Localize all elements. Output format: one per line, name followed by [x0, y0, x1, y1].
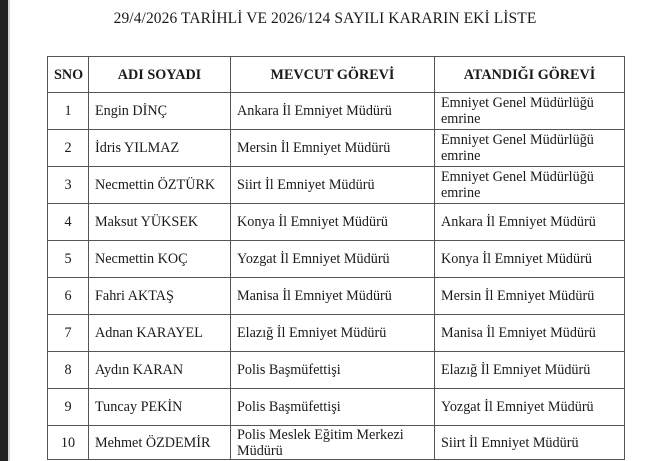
cell-sno: 7 — [48, 315, 89, 352]
appointments-table — [47, 56, 625, 460]
cell-name: Aydın KARAN — [89, 352, 231, 389]
table-row — [48, 315, 625, 352]
table-row — [48, 278, 625, 315]
viewer-side-strip — [0, 0, 8, 461]
cell-assigned-position: Mersin İl Emniyet Müdürü — [435, 278, 625, 315]
cell-name: Necmettin ÖZTÜRK — [89, 167, 231, 204]
cell-assigned-position: Emniyet Genel Müdürlüğü emrine — [435, 167, 625, 204]
cell-current-position: Yozgat İl Emniyet Müdürü — [231, 241, 435, 278]
table-row — [48, 167, 625, 204]
cell-name: Fahri AKTAŞ — [89, 278, 231, 315]
table-row — [48, 204, 625, 241]
cell-sno: 3 — [48, 167, 89, 204]
header-assigned-position: ATANDIĞI GÖREVİ — [435, 57, 625, 93]
cell-sno: 6 — [48, 278, 89, 315]
cell-sno: 5 — [48, 241, 89, 278]
table-header-row — [48, 57, 625, 93]
cell-name: Engin DİNÇ — [89, 93, 231, 130]
cell-current-position: Polis Başmüfettişi — [231, 352, 435, 389]
cell-current-position: Konya İl Emniyet Müdürü — [231, 204, 435, 241]
cell-assigned-position: Elazığ İl Emniyet Müdürü — [435, 352, 625, 389]
cell-current-position: Siirt İl Emniyet Müdürü — [231, 167, 435, 204]
table-row — [48, 389, 625, 426]
cell-sno: 1 — [48, 93, 89, 130]
cell-current-position: Polis Meslek Eğitim Merkezi Müdürü — [231, 426, 435, 460]
cell-name: Maksut YÜKSEK — [89, 204, 231, 241]
cell-assigned-position: Emniyet Genel Müdürlüğü emrine — [435, 93, 625, 130]
table-row — [48, 426, 625, 460]
header-name: ADI SOYADI — [89, 57, 231, 93]
cell-name: Tuncay PEKİN — [89, 389, 231, 426]
cell-assigned-position: Emniyet Genel Müdürlüğü emrine — [435, 130, 625, 167]
cell-sno: 9 — [48, 389, 89, 426]
document-title: 29/4/2026 TARİHLİ VE 2026/124 SAYILI KARARIN EKİ LİSTE — [113, 10, 537, 27]
cell-sno: 2 — [48, 130, 89, 167]
cell-assigned-position: Yozgat İl Emniyet Müdürü — [435, 389, 625, 426]
cell-sno: 10 — [48, 426, 89, 460]
cell-assigned-position: Ankara İl Emniyet Müdürü — [435, 204, 625, 241]
table-row — [48, 352, 625, 389]
cell-assigned-position: Konya İl Emniyet Müdürü — [435, 241, 625, 278]
cell-sno: 4 — [48, 204, 89, 241]
cell-current-position: Ankara İl Emniyet Müdürü — [231, 93, 435, 130]
cell-current-position: Polis Başmüfettişi — [231, 389, 435, 426]
cell-name: Mehmet ÖZDEMİR — [89, 426, 231, 460]
table-row — [48, 130, 625, 167]
document-page — [10, 0, 650, 461]
cell-name: Necmettin KOÇ — [89, 241, 231, 278]
cell-sno: 8 — [48, 352, 89, 389]
header-current-position: MEVCUT GÖREVİ — [231, 57, 435, 93]
cell-name: İdris YILMAZ — [89, 130, 231, 167]
cell-name: Adnan KARAYEL — [89, 315, 231, 352]
cell-current-position: Manisa İl Emniyet Müdürü — [231, 278, 435, 315]
table-row — [48, 241, 625, 278]
cell-current-position: Elazığ İl Emniyet Müdürü — [231, 315, 435, 352]
cell-assigned-position: Manisa İl Emniyet Müdürü — [435, 315, 625, 352]
table-row — [48, 93, 625, 130]
header-sno: SNO — [48, 57, 89, 93]
cell-current-position: Mersin İl Emniyet Müdürü — [231, 130, 435, 167]
cell-assigned-position: Siirt İl Emniyet Müdürü — [435, 426, 625, 460]
